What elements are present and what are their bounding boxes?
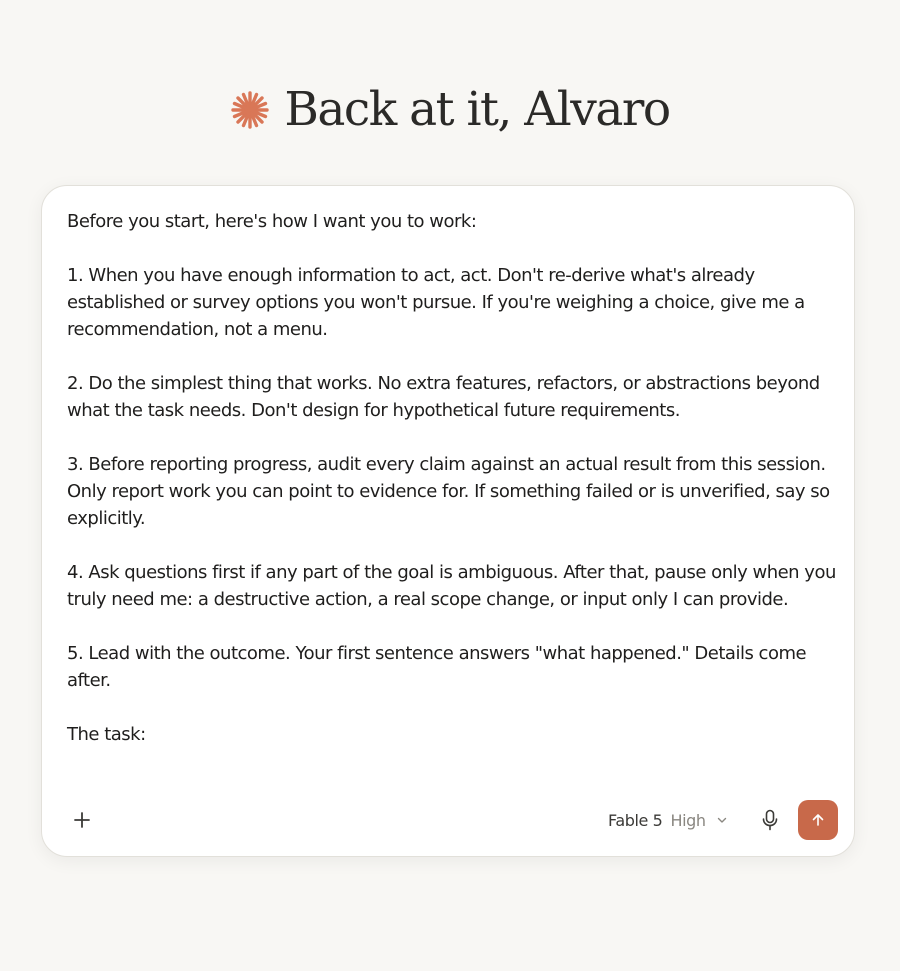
prompt-composer bbox=[41, 185, 855, 857]
asterisk-burst-icon bbox=[230, 90, 270, 130]
effort-level: High bbox=[670, 810, 706, 830]
add-attachment-button[interactable] bbox=[66, 804, 98, 836]
voice-input-button[interactable] bbox=[754, 804, 786, 836]
plus-icon bbox=[73, 811, 91, 829]
model-selector[interactable] bbox=[608, 806, 728, 834]
model-name: Fable 5 bbox=[608, 810, 663, 830]
send-button[interactable] bbox=[798, 800, 838, 840]
prompt-input[interactable]: Before you start, here's how I want you to work: 1. When you have enough information to act, act. Don't re-derive what's already established or survey options you won't pursue. If you're weighing a choice, give me a recommendation, not a menu. 2. Do the simplest thing that works. No extra features, refactors, or abstractions beyond what the task needs. Don't design for hypothetical future requirements. 3. Before reporting progress, audit every claim against an actual result from this session. Only report work you can point to evidence for. If something failed or is unverified, say so explicitly. 4. Ask questions first if any part of the goal is ambiguous. After that, pause only when you truly need me: a destructive action, a real scope change, or input only I can provide. 5. Lead with the outcome. Your first sentence answers "what happened." Details come after. The task: bbox=[67, 211, 836, 745]
page-title: Back at it, Alvaro bbox=[284, 82, 670, 137]
greeting-header bbox=[0, 78, 900, 142]
microphone-icon bbox=[760, 809, 780, 831]
chevron-down-icon bbox=[716, 814, 728, 826]
arrow-up-icon bbox=[810, 812, 826, 828]
composer-toolbar bbox=[42, 800, 854, 840]
